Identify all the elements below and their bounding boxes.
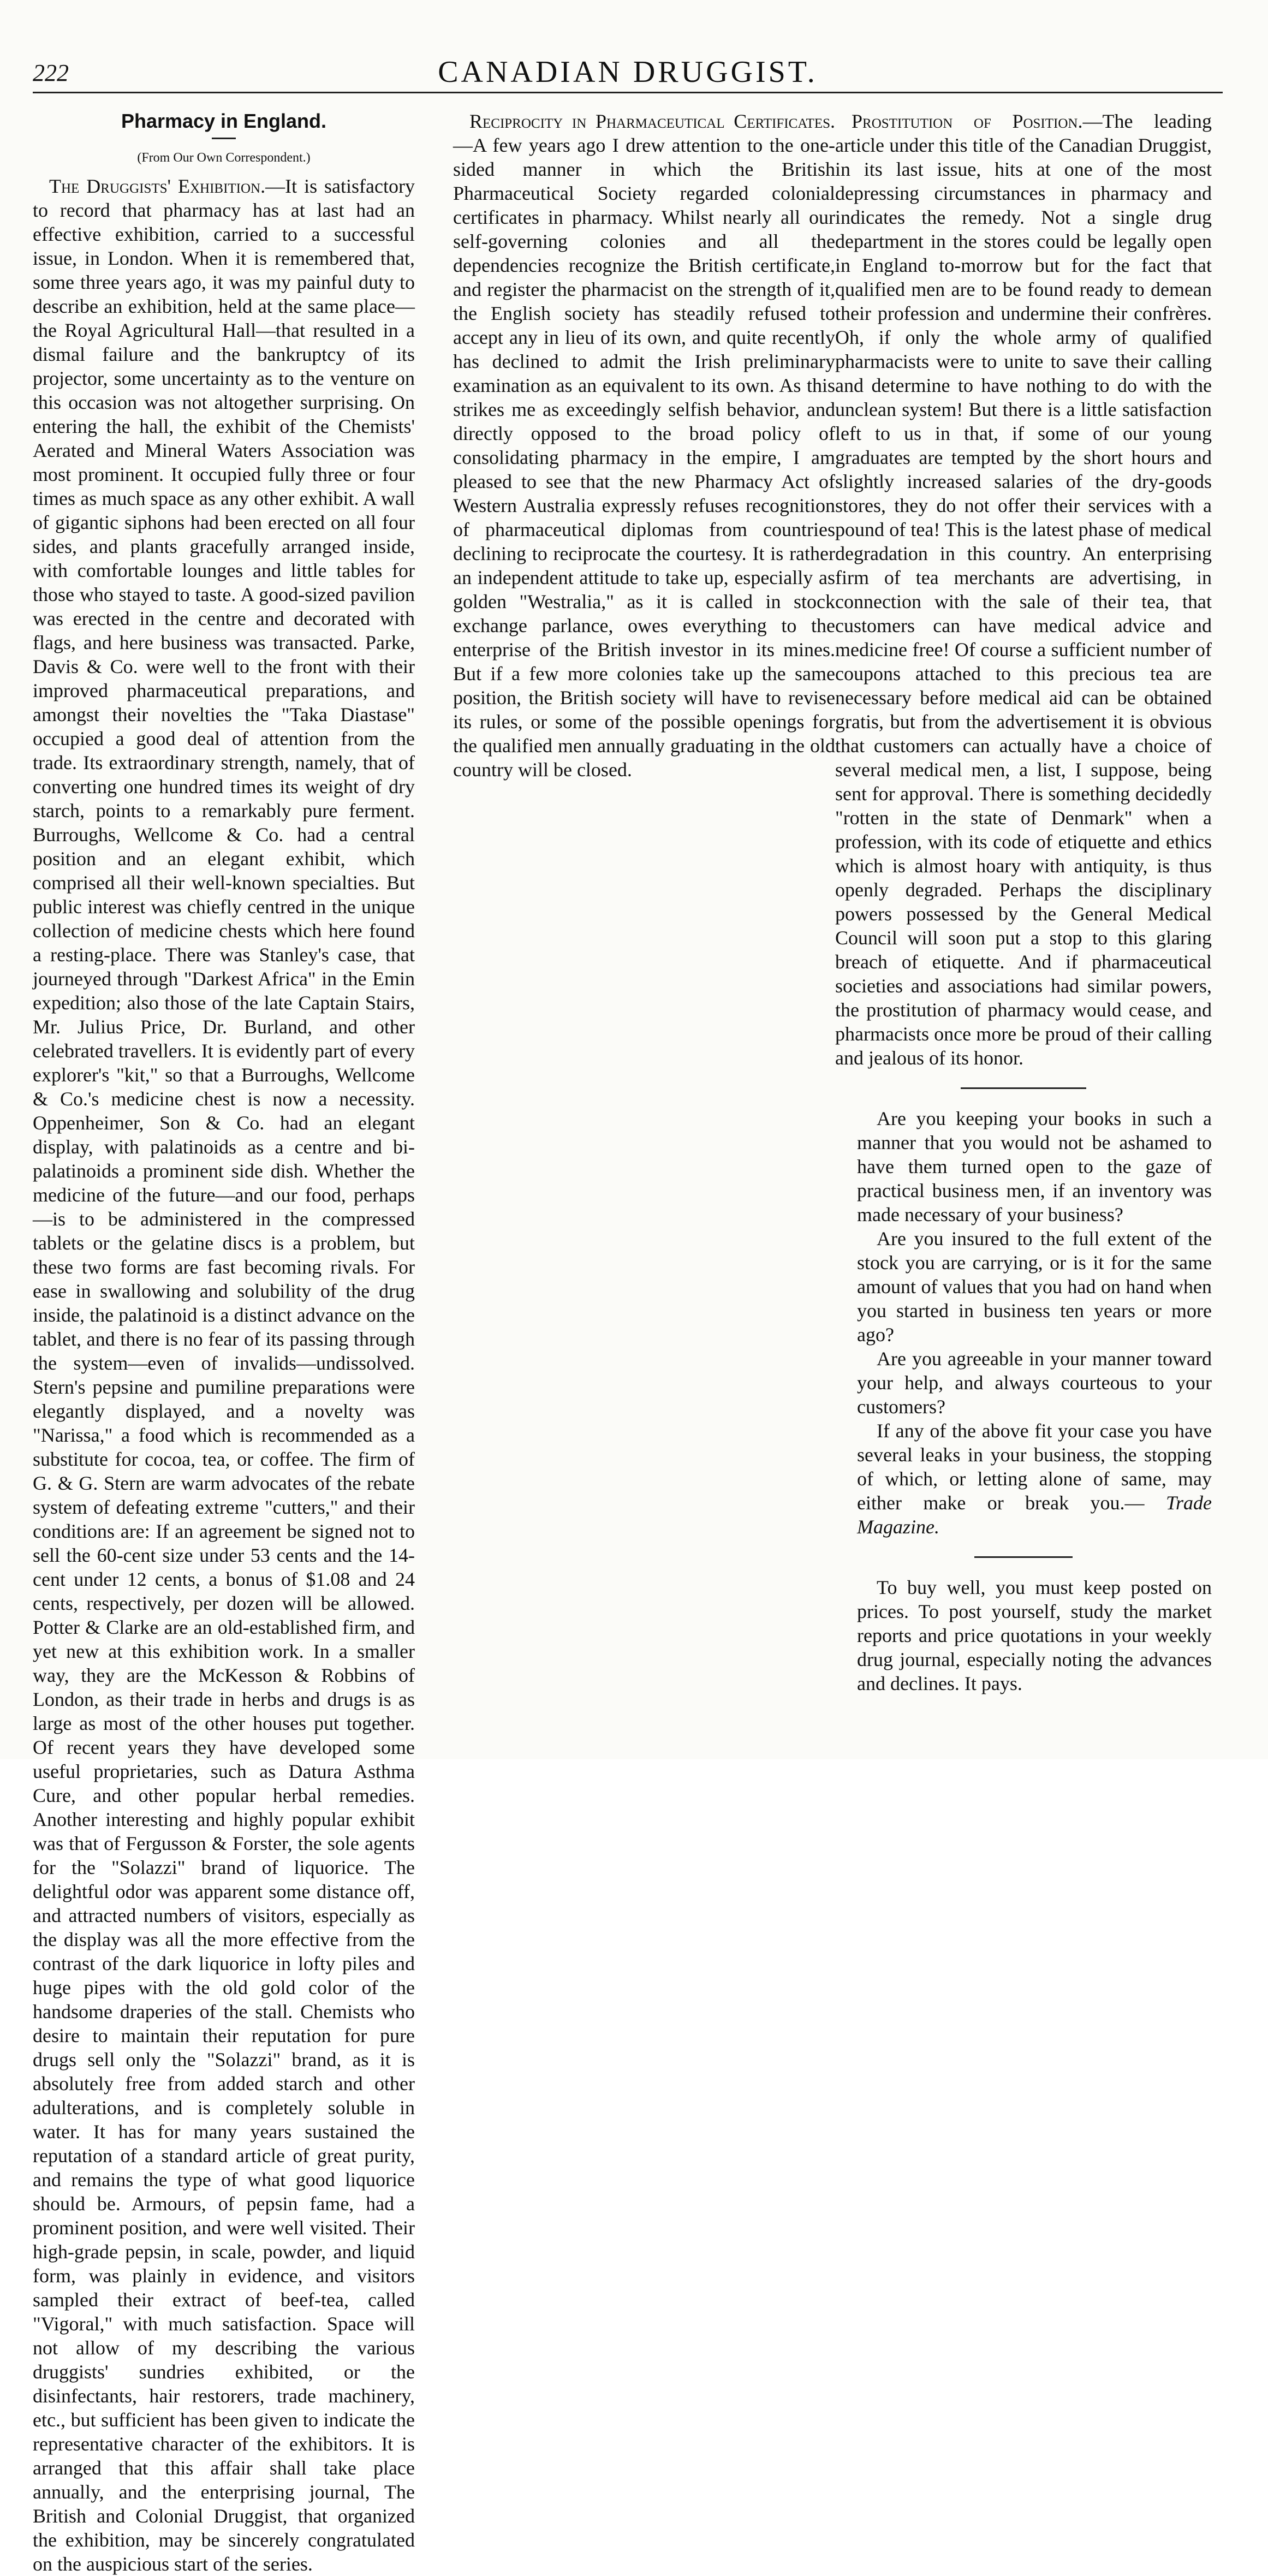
header-rule — [33, 92, 1223, 93]
trade-source: Trade Magazine. — [857, 1492, 1212, 1538]
reciprocity-heading: Reciprocity in Pharmaceutical Certificates. — [469, 110, 835, 132]
journal-title: CANADIAN DRUGGIST. — [438, 55, 818, 89]
reciprocity-paragraph — [453, 109, 835, 782]
exhibition-text: —It is satisfactory to record that pharmacy has at last had an effective exhibition, carried to a successful issue, in London. When it is remembered that, some three years ago, it was my painful duty to describe an exhibition, held at the same place—the Royal Agricultural Hall—that resulted in a dismal failure and the bankruptcy of its projector, some uncertainty as to the venture on this occasion was not altogether surprising. On entering the hall, the exhibit of the Chemists' Aerated and Mineral Waters Association was most prominent. It occupied fully three or four times as much space as any other exhibit. A wall of gigantic siphons had been erected on all four sides, and plants gracefully arranged inside, with comfortable lounges and little tables for those who stayed to taste. A good-sized pavilion was erected in the centre and decorated with flags, and here business was transacted. Parke, Davis & Co. were well to the front with their improved pharmaceutical preparations, and amongst their novelties the "Taka Diastase" occupied a good deal of attention from the trade. Its extraordinary strength, namely, that of converting one hundred times its weight of dry starch, points to a remarkably pure ferment. Burroughs, Wellcome & Co. had a central position and an elegant exhibit, which comprised all their well-known specialties. But public interest was chiefly centred in the unique collection of medicine chests which here found a resting-place. There was Stanley's case, that journeyed through "Darkest Africa" in the Emin expedition; also those of the late Captain Stairs, Mr. Julius Price, Dr. Burland, and other celebrated travellers. It is evidently part of every explorer's "kit," so that a Burroughs, Wellcome & Co.'s medicine chest is now a necessity. Oppenheimer, Son & Co. had an elegant display, with palatinoids as a centre and bi-palatinoids a prominent side dish. Whether the medicine of the future—and our food, perhaps—is to be administered in the compressed tablets or the gelatine discs is a problem, but these two forms are fast becoming rivals. For ease in swallowing and solubility of the drug inside, the palatinoid is a distinct advance on the tablet, and there is no fear of its passing through the system—even of invalids—undissolved. Stern's pepsine and pumiline preparations were elegantly displayed, and a novelty was "Narissa," a food which is recommended as a substitute for cocoa, tea, or coffee. The firm of G. & G. Stern are warm advocates of the rebate system of defeating extreme "cutters," and their conditions are: If an agreement be signed not to sell the 60-cent size under 53 cents and the 14-cent under 12 cents, a bonus of $1.08 and 24 cents, respectively, per dozen will be allowed. Potter & Clarke are an old-established firm, and yet new at this exhibition work. In a smaller way, they are the McKesson & Robbins of London, as their trade in herbs and drugs is as large as most of the other houses put together. Of recent years they have developed some useful proprietaries, such as Datura Asthma Cure, and other popular herbal remedies. Another interesting and highly popular exhibit was that of Fergusson & Forster, the sole agents for the "Solazzi" brand of liquorice. The delightful odor was apparent some distance off, and attracted numbers of visitors, especially as the display was all the more effective from the contrast of the dark liquorice in lofty piles and huge pipes with the old gold color of the handsome draperies of the stall. Chemists who desire to maintain their reputation for pure drugs sell only the "Solazzi" brand, as it is absolutely free from added starch and other adulterations, and is completely soluble in water. It has for many years sustained the reputation of a standard article of great purity, and remains the type of what good liquorice should be. Armours, of pepsin fame, had a prominent position, and were well visited. Their high-grade pepsin, in scale, powder, and liquid form, was plainly in evidence, and visitors sampled their extract of beef-tea, called "Vigoral," with much satisfaction. Space will not allow of my describing the various druggists' sundries exhibited, or the disinfectants, hair restorers, trade machinery, etc., but sufficient has been given to indicate the representative character of the exhibitors. It is arranged that this affair shall take place annually, and the enterprising journal, The British and Colonial Druggist, that organized the exhibition, may be sincerely congratulated on the auspicious start of the series. — [33, 175, 415, 2575]
buy-well-item — [835, 1575, 1212, 1695]
prostitution-paragraph — [835, 109, 1212, 1070]
prostitution-text: —The leading article under this title of the Canadian Druggist, in its last issue, hits at one of the most depressing circumstances in pharmacy and indicates the remedy. Not a single drug department in the stores could be legally open in England to-morrow but for the fact that qualified men are to be found ready to demean their profession and undermine their confrères. Oh, if only the whole army of qualified pharmacists were to unite to save their calling and determine to have nothing to do with the unclean system! But there is a little satisfaction left to us in that, if some of our young graduates are tempted by the short hours and slightly increased salaries of the dry-goods stores, they do not offer their services with a pound of tea! This is the latest phase of medical degradation in this country. An enterprising firm of tea merchants are advertising, in connection with the sale of their tea, that customers can have medical advice and medicine free! Of course a sufficient number of coupons attached to this precious tea are necessary before medical aid can be obtained gratis, but from the advertisement it is obvious that customers can actually have a choice of several medical men, a list, I suppose, being sent for approval. There is something decidedly "rotten in the state of Denmark" when a profession, with its code of etiquette and ethics which is almost hoary with antiquity, is thus openly degraded. Perhaps the disciplinary powers possessed by the General Medical Council will soon put a stop to this glaring breach of etiquette. And if pharmaceutical societies and associations had similar powers, the prostitution of pharmacy would cease, and pharmacists once more be proud of their calling and jealous of its honor. — [835, 110, 1212, 1069]
trade-paragraph-1: Are you keeping your books in such a manner that you would not be ashamed to have them turned open to the gaze of practical business men, if an inventory was made necessary of your business? — [857, 1108, 1212, 1225]
reciprocity-text: —A few years ago I drew attention to the one-sided manner in which the British Pharmaceutical Society regarded colonial certificates in pharmacy. Whilst nearly all our self-governing colonies and all the dependencies recognize the British certificate, and register the pharmacist on the strength of it, the English society has steadily refused to accept any in lieu of its own, and quite recently has declined to admit the Irish preliminary examination as an equivalent to its own. As this strikes me as exceedingly selfish behavior, and directly opposed to the broad policy of consolidating pharmacy in the empire, I am pleased to see that the new Pharmacy Act of Western Australia expressly refuses recognition of pharmaceutical diplomas from countries declining to reciprocate the courtesy. It is rather an independent attitude to take up, especially as golden "Westralia," as it is called in stock exchange parlance, owes everything to the enterprise of the British investor in its mines. But if a few more colonies take up the same position, the British society will have to revise its rules, or some of the possible openings for the qualified men annually graduating in the old country will be closed. — [453, 134, 835, 781]
prostitution-heading: Prostitution of Position. — [852, 110, 1083, 132]
column-2 — [453, 109, 835, 1741]
column-1 — [33, 109, 415, 2575]
page-number: 222 — [33, 60, 69, 86]
trade-paragraph-3: Are you agreeable in your manner toward your help, and always courteous to your customers? — [857, 1348, 1212, 1418]
column-3 — [835, 109, 1212, 1741]
section-divider — [961, 1087, 1086, 1089]
article-title: Pharmacy in England. — [121, 110, 327, 132]
section-divider-2 — [974, 1556, 1073, 1558]
exhibition-paragraph — [33, 174, 415, 2576]
article-byline: (From Our Own Correspondent.) — [137, 151, 311, 165]
trade-paragraph-4-text: If any of the above fit your case you have several leaks in your business, the stopping of which, or letting alone of same, may either make or break you.— — [857, 1420, 1212, 1514]
trade-paragraph-2: Are you insured to the full extent of the stock you are carrying, or is it for the same amount of values that you had on hand when you started in business ten years or more ago? — [857, 1228, 1212, 1346]
trade-magazine-item — [835, 1106, 1212, 1539]
trade-paragraph-4 — [857, 1419, 1212, 1539]
title-divider — [212, 138, 236, 139]
exhibition-heading: The Druggists' Exhibition. — [49, 175, 266, 197]
page-header — [33, 49, 1223, 98]
buy-well-paragraph: To buy well, you must keep posted on prices. To post yourself, study the market reports and price quotations in your weekly drug journal, especially noting the advances and declines. It pays. — [857, 1576, 1212, 1694]
